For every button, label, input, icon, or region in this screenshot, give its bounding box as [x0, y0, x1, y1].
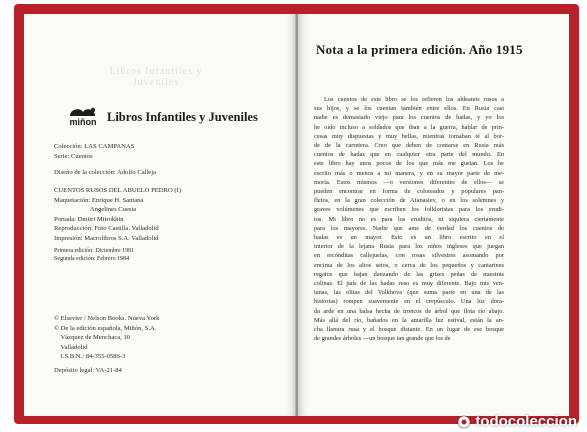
body-line: pueden encontrar en forma de coloreados y populares pan- [314, 188, 504, 196]
watermark-text: todocoleccion [475, 413, 577, 430]
body-line: interior de la lejana Rusia para los niños ingleses que juegan [314, 243, 504, 251]
body-line: sus hijos, y se los cuentan también entre ellos. En Rusia casi [314, 105, 504, 113]
body-line: este libro hay unos pocos de los que más me gustan. Los he [314, 160, 504, 168]
collection-info: Colección: LAS CAMPANAS Serie: Cuentos [54, 143, 135, 160]
minon-logo-icon [64, 106, 102, 126]
series-title: Libros Infantiles y Juveniles [107, 110, 258, 124]
body-line: moria. Estos mismos —o versiones diferentes de ellos— se [314, 178, 504, 186]
legal-deposit: Depósito legal: VA-21-84 [54, 367, 122, 374]
body-line: tos. Mi libro no es para los eruditos, ni siquiera ciertamente [314, 215, 504, 223]
body-line: cuentos de hadas que en cualquier otra parte del mundo. En [314, 151, 504, 159]
body-line: graves volúmenes que escriben los folkloristas para los erudi- [314, 206, 504, 214]
body-line: escrito más o menos a mi manera, y en su mayor parte de me- [314, 169, 504, 177]
body-line: para los mayores. Nadie que ame de verdad los cuentos de [314, 224, 504, 232]
publisher-block [64, 106, 258, 126]
faint-show-through-header: Libros Infantiles y Juveniles [109, 66, 203, 88]
body-line: Los cuentos de este libro se los refieren los aldeanos rusos a [324, 96, 504, 103]
body-line: en recónditas callejuelas, con rosas silvestres asomando por [314, 252, 504, 260]
body-line: regatos que bajan danzando de las grises peñas de nuestras [314, 270, 504, 278]
watermark-circle-icon [457, 415, 471, 429]
body-line: encima de los altos setos, o cerca de los pequeños y cantarines [314, 261, 504, 269]
body-line: fletos, en la gran colección de Afanasiev, o en los solemnes y [314, 197, 504, 205]
body-line: Más allá del río, bañados en la amarilla luz estival, están la an- [314, 316, 504, 324]
logo-text: miñon [69, 117, 97, 126]
copyright-info: © Elsevier / Nelson Books. Nueva York © De la edición española, Miñón, S.A. Vázquez de Menchaca, 10 Valladolid I.S.B.N.: 84-355-0586-3 [54, 315, 160, 360]
body-line: da arde en una balsa hecha de troncos de árbol que flota río abajo. [314, 307, 504, 315]
watermark [457, 413, 577, 430]
body-line: de grandes árboles —un bosque tan grande que los de [314, 335, 451, 343]
body-line: cha llanura rusa y el bosque distante. En un lugar de ese bosque [314, 326, 504, 334]
page-title: Nota a la primera edición. Año 1915 [316, 42, 523, 57]
body-line: colinas. El país de las hadas ruso es muy diferente. Bajo mis ven- [314, 280, 504, 288]
body-line: de de la carretera. Creo que deben de contarse en Rusia más [314, 142, 504, 150]
body-line: he oído incluso a soldados que iban a la guerra, hablar de prin- [314, 123, 504, 131]
body-text [314, 95, 504, 343]
edition-info: Primera edición: Diciembre 1981 Segunda edición: Febrero 1984 [54, 248, 135, 262]
body-line: hadas es un mayor. Esto es un libro escrito en el [314, 234, 504, 242]
body-line: tanas, las olitas del Volkhova (que suma parte en una de las [314, 289, 504, 297]
body-line: historias) rompen suavemente en el crepúsculo. Una luz dora- [314, 298, 504, 306]
book-credits: CUENTOS RUSOS DEL ABUELO PEDRO (I) Maquetación: Enrique H. Santana Angelines Cuesta Portada: Dmitri Mitrokhin Reproducción: Foto Castilla. Valladolid Impresión: Macrolibros S.A. Valladolid [54, 187, 181, 242]
design-credit: Diseño de la colección: Adolfo Calleja [54, 169, 156, 176]
body-line: cesas muy dispuestas y muy bellas, mientras tomaban té al bor- [314, 132, 504, 140]
body-line: nadie es demasiado viejo para los cuentos de hadas, y yo los [314, 114, 504, 122]
